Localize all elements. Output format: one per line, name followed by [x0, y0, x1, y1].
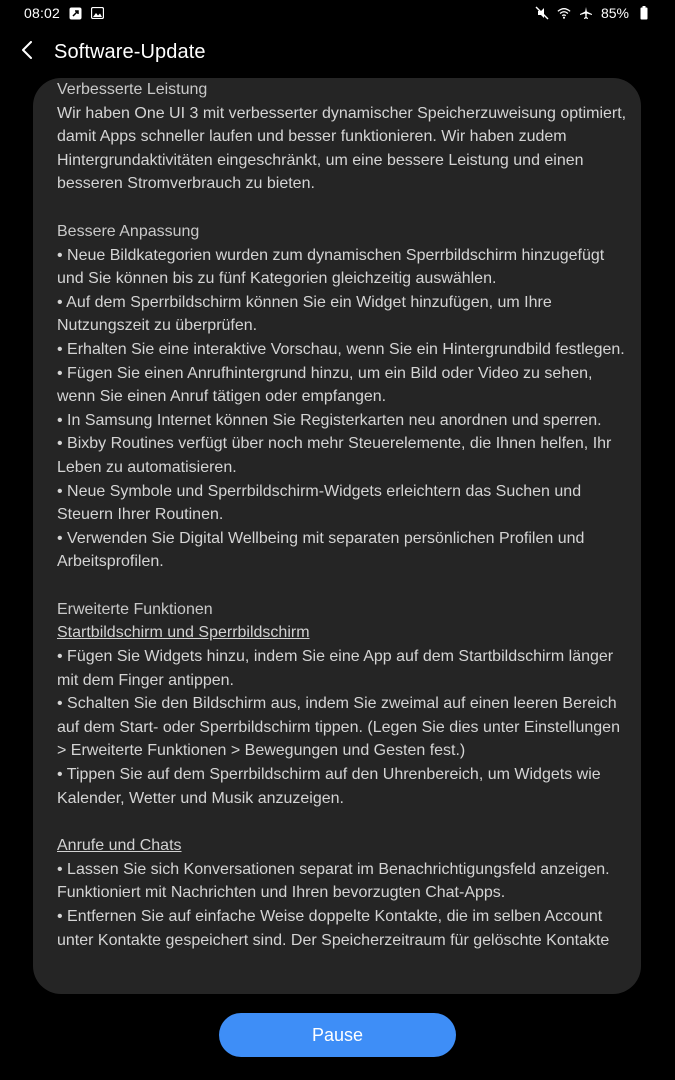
image-icon	[90, 6, 104, 20]
airplane-icon	[579, 6, 593, 20]
list-item: • Neue Symbole und Sperrbildschirm-Widgets erleichtern das Suchen und Steuern Ihrer Routinen.	[57, 482, 582, 524]
status-bar	[0, 0, 675, 26]
list-item: • Tippen Sie auf dem Sperrbildschirm auf den Uhrenbereich, um Widgets wie Kalender, Wetter und Musik anzuzeigen.	[57, 766, 601, 807]
section-advanced-features	[57, 598, 629, 952]
list-item: • Fügen Sie einen Anrufhintergrund hinzu, um ein Bild oder Video zu sehen, wenn Sie einen Anruf tätigen oder empfangen.	[57, 364, 593, 406]
list-item: • Schalten Sie den Bildschirm aus, indem Sie zweimal auf einen leeren Bereich auf dem Start- oder Sperrbildschirm tippen. (Legen Sie dies unter Einstellungen > Erweiterte Funktionen > Bewegungen und Gesten fest.)	[57, 695, 620, 760]
status-left	[24, 5, 104, 21]
back-button[interactable]	[0, 26, 54, 78]
list-item: • Erhalten Sie eine interaktive Vorschau, wenn Sie ein Hintergrundbild festlegen.	[57, 340, 625, 358]
sync-icon	[68, 6, 82, 20]
paragraph: Wir haben One UI 3 mit verbesserter dynamischer Speicherzuweisung optimiert, damit Apps schneller laufen und besser funktionieren. Wir haben zudem Hintergrundaktivitäten eingeschränkt, um eine bessere Leistung und einen besseren Stromverbrauch zu bieten.	[57, 104, 627, 193]
pause-button[interactable]: Pause	[219, 1013, 456, 1057]
section-performance	[57, 78, 629, 196]
list-item: • Auf dem Sperrbildschirm können Sie ein Widget hinzufügen, um Ihre Nutzungszeit zu überprüfen.	[57, 293, 552, 335]
list-item: • Fügen Sie Widgets hinzu, indem Sie eine App auf dem Startbildschirm länger mit dem Finger antippen.	[57, 648, 614, 689]
app-header	[0, 26, 675, 78]
chevron-left-icon	[21, 41, 33, 64]
list-item: • Lassen Sie sich Konversationen separat im Benachrichtigungsfeld anzeigen. Funktioniert mit Nachrichten und Ihren bevorzugten Chat-Apps.	[57, 860, 610, 902]
section-heading: Bessere Anpassung	[57, 222, 200, 240]
list-item: • Bixby Routines verfügt über noch mehr Steuerelemente, die Ihnen helfen, Ihr Leben zu automatisieren.	[57, 435, 612, 476]
battery-icon	[637, 6, 651, 20]
release-notes-scroll[interactable]	[57, 78, 629, 994]
sub-heading-home-lock-screen: Startbildschirm und Sperrbildschirm	[57, 624, 310, 642]
wifi-icon	[557, 6, 571, 20]
section-heading: Verbesserte Leistung	[57, 81, 208, 98]
section-heading: Erweiterte Funktionen	[57, 600, 213, 618]
sub-heading-calls-chats: Anrufe und Chats	[57, 837, 182, 855]
section-customization	[57, 220, 629, 574]
list-item: • In Samsung Internet können Sie Registerkarten neu anordnen und sperren.	[57, 411, 602, 429]
mute-icon	[535, 6, 549, 20]
page-title: Software-Update	[54, 40, 206, 63]
list-item: • Neue Bildkategorien wurden zum dynamischen Sperrbildschirm hinzugefügt und Sie können bis zu fünf Kategorien gleichzeitig auswählen.	[57, 246, 605, 288]
status-right	[535, 5, 651, 21]
status-time: 08:02	[24, 5, 61, 21]
list-item: • Entfernen Sie auf einfache Weise doppelte Kontakte, die im selben Account unter Kontakte gespeichert sind. Der Speicherzeitraum für gelöschte Kontakte	[57, 908, 610, 949]
list-item: • Verwenden Sie Digital Wellbeing mit separaten persönlichen Profilen und Arbeitsprofilen.	[57, 529, 585, 571]
release-notes-card[interactable]	[33, 78, 641, 994]
battery-percent: 85%	[600, 5, 629, 21]
